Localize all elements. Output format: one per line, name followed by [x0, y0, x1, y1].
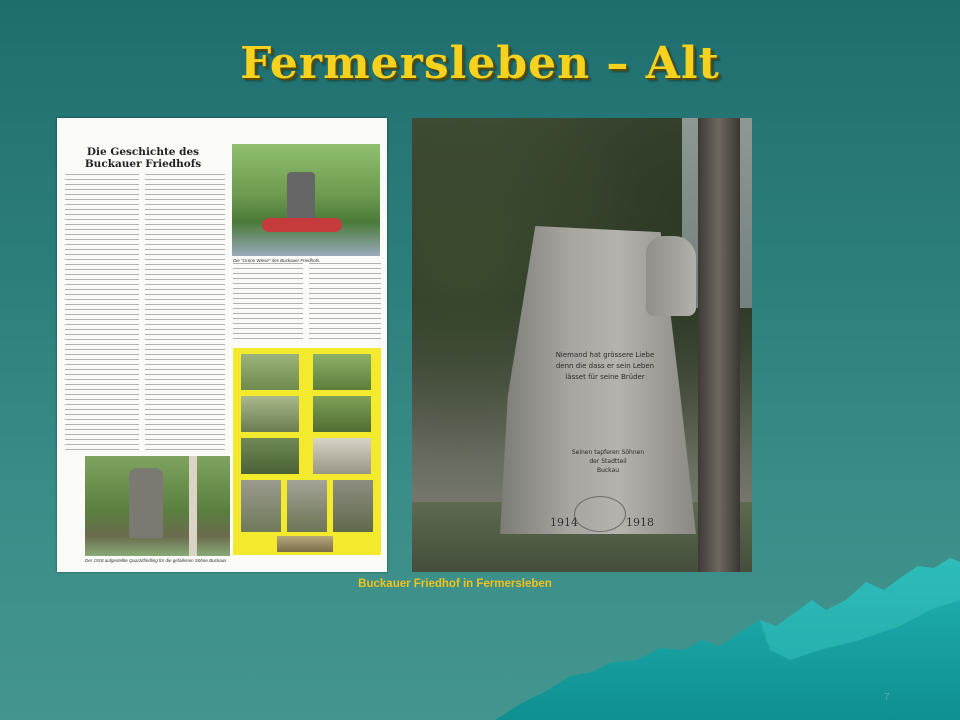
dedication-line-1: Seinen tapferen Söhnen	[571, 449, 645, 456]
dedication-line-3: Buckau	[596, 467, 620, 474]
headline-line-1: Die Geschichte des	[86, 146, 200, 158]
headline-line-2: Buckauer Friedhofs	[84, 158, 202, 170]
page-number: 7	[884, 692, 890, 703]
year-left: 1914	[550, 516, 578, 529]
article-photo-caption-top: Die "Grüne Wiese" des Buckauer Friedhofs.	[233, 258, 321, 263]
mountain-shape	[495, 558, 960, 720]
inscription-line-2: denn die dass er sein Leben	[555, 362, 655, 370]
year-right: 1918	[626, 516, 654, 529]
photo-caption: Buckauer Friedhof in Fermersleben	[358, 578, 552, 590]
dedication-line-2: der Stadtteil	[589, 458, 627, 465]
article-photo-caption-bottom: Der 1918 aufgestellte Quarzitfindling für die gefallenen Söhne Buckaus	[85, 558, 227, 563]
slide-title: Fermersleben – Alt	[240, 38, 720, 89]
inscription-line-3: lässet für seine Brüder	[565, 373, 645, 381]
inscription-line-1: Niemand hat grössere Liebe	[555, 351, 655, 359]
